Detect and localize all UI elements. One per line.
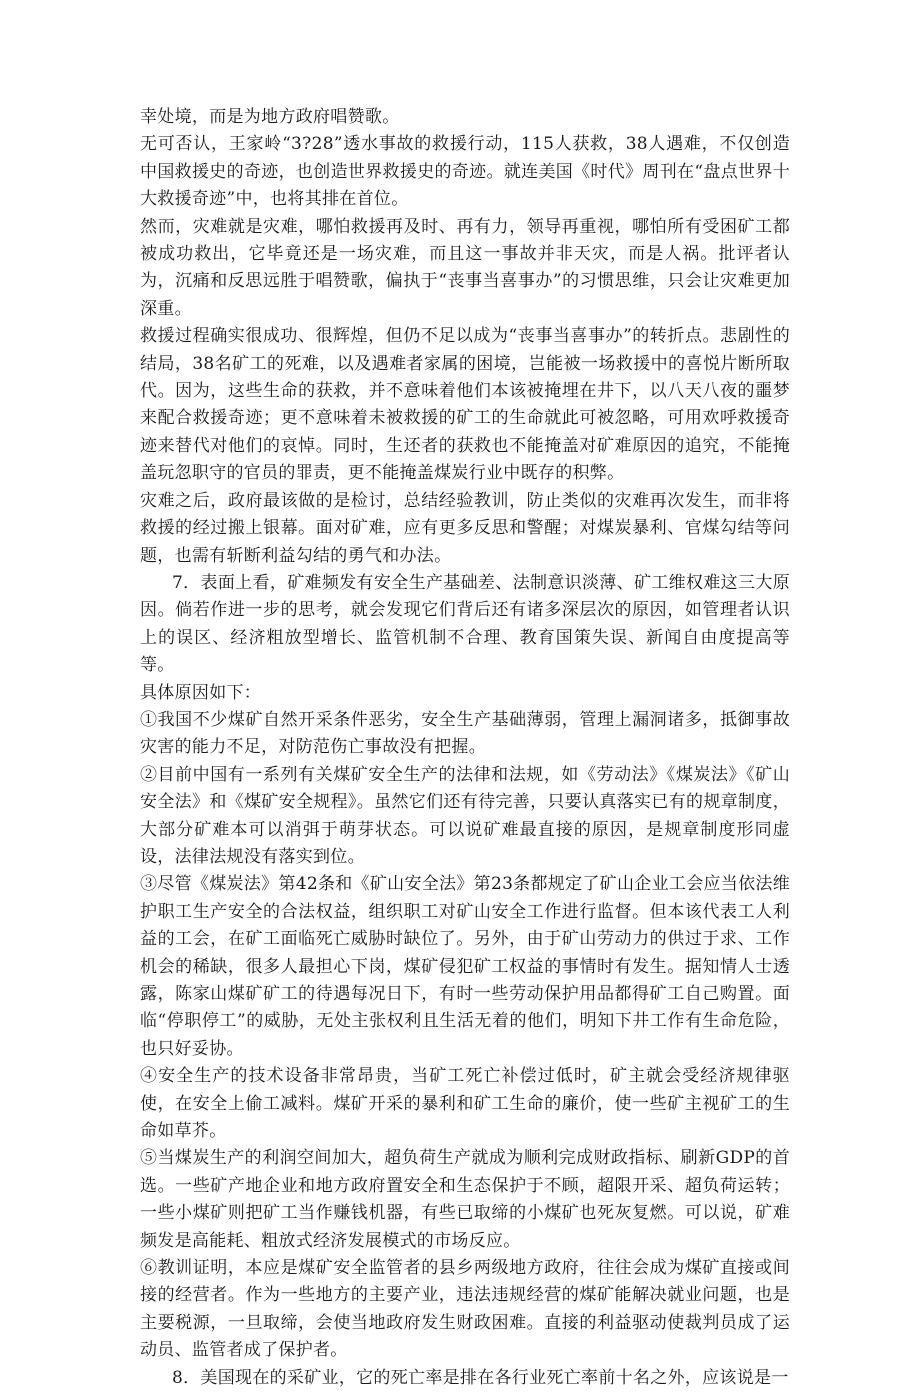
list-item-4: ④安全生产的技术设备非常昂贵，当矿工死亡补偿过低时，矿主就会受经济规律驱使，在安全上偷工减料。煤矿开采的暴利和矿工生命的廉价，使一些矿主视矿工的生命如草芥。: [140, 1066, 790, 1142]
paragraph-4: 救援过程确实很成功、很辉煌，但仍不足以成为“丧事当喜事办”的转折点。悲剧性的结局，38名矿工的死难，以及遇难者家属的困境，岂能被一场救援中的喜悦片断所取代。因为，这些生命的获救，并不意味着他们本该被掩埋在井下，以八天八夜的噩梦来配合救援奇迹；更不意味着未被救援的矿工的生命就此可被忽略，可用欢呼救援奇迹来替代对他们的哀悼。同时，生还者的获救也不能掩盖对矿难原因的追究，不能掩盖玩忽职守的官员的罪责，更不能掩盖煤炭行业中既存的积弊。: [140, 326, 790, 484]
list-item-5: ⑤当煤炭生产的利润空间加大，超负荷生产就成为顺利完成财政指标、刷新GDP的首选。一些矿产地企业和地方政府置安全和生态保护于不顾，超限开采、超负荷运转；一些小煤矿则把矿工当作赚钱机器，有些已取缔的小煤矿也死灰复燃。可以说，矿难频发是高能耗、粗放式经济发展模式的市场反应。: [140, 1148, 790, 1251]
paragraph-5: 灾难之后，政府最该做的是检讨，总结经验教训，防止类似的灾难再次发生，而非将救援的经过搬上银幕。面对矿难，应有更多反思和警醒；对煤炭暴利、官煤勾结等问题，也需有斩断利益勾结的勇气和办法。: [140, 490, 790, 566]
list-item-1: ①我国不少煤矿自然开采条件恶劣，安全生产基础薄弱，管理上漏洞诸多，抵御事故灾害的能力不足，对防范伤亡事故没有把握。: [140, 709, 790, 758]
document-page: [140, 104, 790, 1392]
paragraph-6: 7．表面上看，矿难频发有安全生产基础差、法制意识淡薄、矿工维权难这三大原因。倘若作进一步的思考，就会发现它们背后还有诸多深层次的原因，如管理者认识上的误区、经济粗放型增长、监管机制不合理、教育国策失误、新闻自由度提高等等。: [140, 572, 790, 676]
paragraph-8: 8．美国现在的采矿业，它的死亡率是排在各行业死亡率前十名之外，应该说是一: [172, 1367, 789, 1388]
paragraph-7: 具体原因如下：: [140, 682, 262, 703]
paragraph-2: 无可否认，王家岭“3?28”透水事故的救援行动，115人获救，38人遇难，不仅创造中国救援史的奇迹，也创造世界救援史的奇迹。就连美国《时代》周刊在“盘点世界十大救援奇迹”中，也将其排在首位。: [140, 134, 790, 210]
list-item-3: ③尽管《煤炭法》第42条和《矿山安全法》第23条都规定了矿山企业工会应当依法维护职工生产安全的合法权益，组织职工对矿山安全工作进行监督。但本该代表工人利益的工会，在矿工面临死亡威胁时缺位了。另外，由于矿山劳动力的供过于求、工作机会的稀缺，很多人最担心下岗，煤矿侵犯矿工权益的事情时有发生。据知情人士透露，陈家山煤矿矿工的待遇每况日下，有时一些劳动保护用品都得矿工自己购置。面临“停职停工”的威胁，无处主张权利且生活无着的他们，明知下井工作有生命危险，也只好妥协。: [140, 874, 790, 1059]
paragraph-1: 幸处境，而是为地方政府唱赞歌。: [140, 107, 400, 127]
list-item-6: ⑥教训证明，本应是煤矿安全监管者的县乡两级地方政府，往往会成为煤矿直接或间接的经营者。作为一些地方的主要产业，违法违规经营的煤矿能解决就业问题，也是主要税源，一旦取缔，会使当地政府发生财政困难。直接的利益驱动使裁判员成了运动员、监管者成了保护者。: [140, 1258, 790, 1361]
list-item-2: ②目前中国有一系列有关煤矿安全生产的法律和法规，如《劳动法》《煤炭法》《矿山安全法》和《煤矿安全规程》。虽然它们还有待完善，只要认真落实已有的规章制度，大部分矿难本可以消弭于萌芽状态。可以说矿难最直接的原因，是规章制度形同虚设，法律法规没有落实到位。: [140, 764, 790, 867]
paragraph-3: 然而，灾难就是灾难，哪怕救援再及时、再有力，领导再重视，哪怕所有受困矿工都被成功救出，它毕竟还是一场灾难，而且这一事故并非天灾，而是人祸。批评者认为，沉痛和反思远胜于唱赞歌，偏执于“丧事当喜事办”的习惯思维，只会让灾难更加深重。: [140, 216, 790, 319]
